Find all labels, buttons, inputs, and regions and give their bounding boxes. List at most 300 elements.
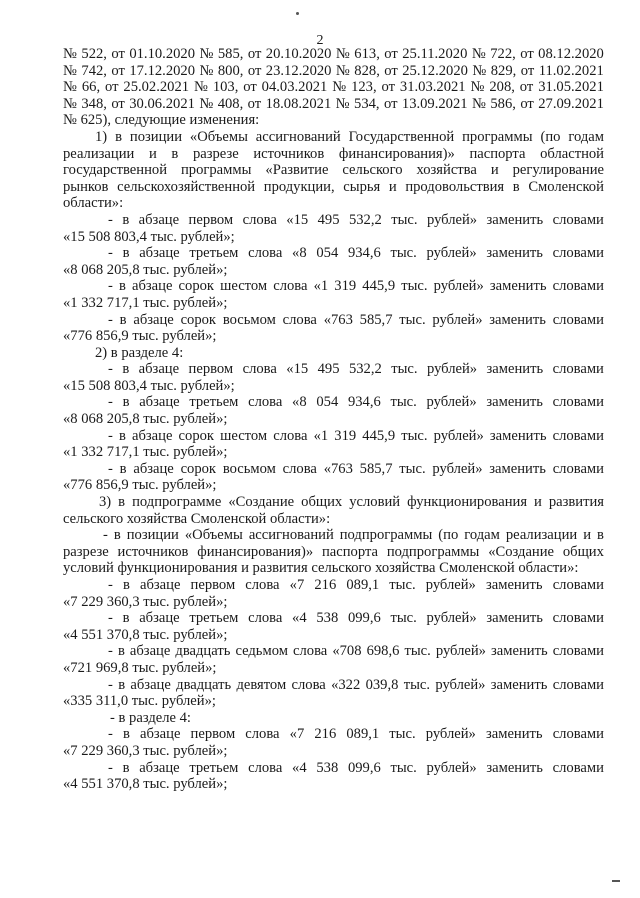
word: № — [335, 95, 350, 112]
word: словами — [552, 726, 604, 743]
word: 319 — [334, 427, 357, 444]
word: финансирования)» — [197, 543, 314, 560]
word: «Создание — [228, 494, 295, 511]
text-line: «4 551 370,8 тыс. рублей»; — [63, 776, 228, 793]
word: реализации — [63, 145, 135, 162]
word: 25.12.2020 — [402, 62, 468, 79]
text-line: «721 969,8 тыс. рублей»; — [63, 659, 217, 676]
word: «4 — [292, 759, 307, 776]
word: общих — [562, 543, 604, 560]
word: первом — [188, 211, 234, 228]
word: 532,2 — [348, 361, 382, 378]
text-line — [63, 461, 604, 478]
word: 534, — [354, 95, 380, 112]
word: - — [108, 211, 113, 228]
word: сорок — [180, 460, 217, 477]
word: условий — [349, 494, 401, 511]
text-line — [63, 577, 604, 594]
word: словами — [552, 245, 604, 262]
word: сорок — [178, 278, 215, 295]
word: № — [63, 62, 77, 79]
word: словами — [552, 759, 604, 776]
scan-speck — [296, 12, 299, 15]
word: и — [534, 494, 542, 511]
text-line — [63, 179, 604, 196]
word: годам — [464, 527, 500, 544]
text-line: - в разделе 4: — [110, 709, 191, 726]
word: рублей» — [426, 610, 477, 627]
word: абзаце — [138, 361, 180, 378]
word: 586, — [490, 95, 516, 112]
word: словами — [552, 577, 604, 593]
word: № — [63, 79, 77, 96]
word: № — [471, 46, 486, 62]
word: рублей» — [426, 361, 478, 378]
word: 27.09.2021 — [538, 95, 604, 112]
word: 31.05.2021 — [538, 79, 604, 96]
word: от — [105, 79, 119, 96]
text-line — [63, 527, 604, 544]
word: словами — [552, 394, 604, 411]
word: 039,8 — [365, 676, 399, 693]
word: в — [171, 145, 179, 162]
word: и — [388, 178, 397, 195]
word: и — [148, 145, 157, 162]
word: 613, — [354, 46, 380, 62]
word: третьем — [189, 394, 239, 411]
text-line: «4 551 370,8 тыс. рублей»; — [63, 626, 228, 643]
word: 01.10.2020 — [129, 46, 195, 62]
word: словами — [552, 610, 604, 627]
word: девятом — [236, 676, 287, 693]
word: слова — [291, 676, 326, 693]
word: 66, — [81, 79, 101, 96]
word: от — [383, 95, 398, 112]
word: рублей» — [426, 759, 477, 776]
word: 20.10.2020 — [265, 46, 332, 62]
word: финансирования)» — [338, 145, 455, 162]
word: 216 — [314, 577, 337, 593]
word: 054 — [316, 394, 339, 411]
word: от — [381, 79, 396, 96]
word: тыс. — [401, 427, 428, 444]
word: слова — [242, 361, 277, 378]
word: шестом — [220, 278, 268, 295]
word: «Объемы — [184, 527, 243, 544]
word: 13.09.2021 — [401, 95, 468, 112]
text-line — [63, 212, 604, 229]
text-line: № 625), следующие изменения: — [63, 112, 260, 129]
word: от — [384, 62, 398, 79]
word: шестом — [220, 427, 268, 444]
word: заменить — [489, 278, 547, 295]
word: 1) — [95, 128, 108, 145]
word: продовольствия — [405, 178, 505, 195]
word: паспорта — [321, 543, 378, 560]
word: первом — [190, 726, 236, 743]
word: двадцать — [176, 676, 232, 693]
word: заменить — [485, 577, 543, 593]
word: тыс. — [389, 726, 416, 743]
word: слова — [248, 759, 283, 776]
word: 538 — [316, 610, 339, 627]
word: словами — [552, 643, 604, 660]
word: 828, — [354, 62, 380, 79]
word: № — [332, 79, 347, 96]
word: заменить — [490, 676, 548, 693]
word: «708 — [332, 643, 362, 660]
word: № — [199, 46, 214, 62]
word: - — [108, 311, 113, 328]
text-line — [63, 544, 604, 561]
word: источников — [117, 543, 189, 560]
word: «15 — [286, 361, 309, 378]
word: слова — [245, 726, 280, 743]
text-line — [63, 278, 604, 295]
word: абзаце — [132, 427, 173, 444]
word: 099,6 — [347, 759, 381, 776]
word: тыс. — [391, 361, 418, 378]
word: «1 — [313, 278, 329, 295]
word: 934,6 — [347, 245, 381, 262]
word: - — [108, 361, 113, 378]
word: 445,9 — [362, 427, 396, 444]
text-line: «7 229 360,3 тыс. рублей»; — [63, 593, 228, 610]
word: абзаце — [129, 643, 171, 660]
word: рублей» — [432, 311, 483, 328]
word: третьем — [189, 245, 239, 262]
word: от — [520, 62, 535, 79]
word: 25.11.2020 — [402, 46, 468, 62]
word: 585, — [217, 46, 244, 62]
word: 495 — [317, 211, 340, 228]
word: слова — [248, 394, 283, 411]
text-line — [63, 312, 604, 329]
word: 495 — [317, 361, 340, 378]
word: от — [247, 62, 262, 79]
word: 11.02.2021 — [538, 62, 604, 79]
word: заменить — [486, 394, 543, 411]
word: ассигнований — [255, 128, 341, 145]
word: № — [199, 95, 214, 112]
word: № — [63, 46, 77, 62]
word: № — [193, 79, 208, 96]
scan-speck — [612, 880, 620, 882]
word: 099,6 — [347, 610, 381, 627]
word: тыс. — [389, 577, 416, 593]
word: абзаце — [133, 460, 174, 477]
word: рублей» — [435, 643, 486, 660]
word: - — [108, 759, 113, 776]
word: тыс. — [404, 643, 431, 660]
word: в — [119, 460, 127, 477]
word: от — [384, 46, 398, 62]
text-line: условий функционирования и развития сельского хозяйства Смоленской области»: — [63, 560, 579, 577]
text-line — [63, 760, 604, 777]
word: тыс. — [390, 245, 417, 262]
word: программы — [462, 128, 533, 145]
word: слова — [248, 610, 283, 627]
word: в — [113, 527, 121, 544]
word: абзаце — [139, 759, 180, 776]
word: «15 — [286, 211, 309, 228]
word: абзаце — [133, 311, 174, 328]
word: 445,9 — [362, 278, 396, 295]
word: тыс. — [390, 610, 417, 627]
word: - — [108, 394, 113, 411]
word: абзаце — [132, 278, 173, 295]
word: абзаце — [138, 211, 180, 228]
word: позиции — [126, 527, 179, 544]
word: разрезе — [192, 145, 239, 162]
word: 17.12.2020 — [129, 62, 195, 79]
word: подпрограммы — [386, 543, 480, 560]
word: слова — [282, 460, 317, 477]
word: рублей» — [425, 726, 476, 743]
word: в — [118, 278, 126, 295]
word: 538 — [316, 759, 339, 776]
word: 123, — [351, 79, 377, 96]
word: № — [472, 62, 487, 79]
word: абзаце — [140, 577, 181, 593]
word: тыс. — [390, 759, 417, 776]
word: словами — [552, 278, 604, 295]
word: слова — [245, 577, 280, 593]
word: № — [335, 46, 350, 62]
document-body — [63, 46, 604, 793]
text-line — [63, 245, 604, 262]
word: в — [117, 643, 125, 660]
word: и — [583, 527, 591, 544]
word: - — [108, 278, 113, 295]
word: 3) — [99, 494, 112, 511]
word: 208, — [489, 79, 515, 96]
word: восьмом — [222, 460, 276, 477]
word: в — [122, 577, 130, 593]
word: рынков — [63, 178, 109, 195]
word: позиции — [129, 128, 183, 145]
word: от — [520, 95, 534, 112]
word: годам — [568, 128, 604, 145]
word: общих — [301, 494, 343, 511]
word: «Объемы — [189, 128, 248, 145]
word: 522, — [81, 46, 107, 62]
word: - — [108, 610, 113, 627]
word: слова — [248, 245, 283, 262]
word: заменить — [486, 245, 543, 262]
text-line — [63, 677, 604, 694]
word: сорок — [178, 427, 215, 444]
text-line — [63, 146, 604, 163]
word: - — [108, 427, 113, 444]
text-line — [63, 610, 604, 627]
word: программы — [180, 162, 252, 179]
word: 054 — [316, 245, 339, 262]
word: - — [103, 527, 108, 544]
text-line: «1 332 717,1 тыс. рублей»; — [63, 294, 228, 311]
word: от — [247, 46, 262, 62]
text-line — [63, 494, 604, 511]
text-line: «335 311,0 тыс. рублей»; — [63, 693, 216, 710]
word: 585,7 — [359, 460, 393, 477]
word: продукции, — [263, 178, 335, 195]
word: от — [247, 95, 262, 112]
word: в — [122, 361, 130, 378]
word: абзаце — [130, 676, 171, 693]
word: № — [63, 95, 77, 112]
word: в — [118, 427, 126, 444]
word: в — [118, 676, 126, 693]
word: заменить — [486, 211, 544, 228]
word: паспорта — [469, 145, 526, 162]
word: от — [111, 62, 125, 79]
word: рублей» — [426, 394, 477, 411]
word: 089,1 — [346, 726, 380, 743]
word: 319 — [334, 278, 357, 295]
word: восьмом — [222, 311, 276, 328]
word: заменить — [489, 427, 547, 444]
word: от — [111, 46, 125, 62]
word: 04.03.2021 — [261, 79, 328, 96]
word: «763 — [323, 311, 353, 328]
word: 698,6 — [366, 643, 400, 660]
word: 934,6 — [347, 394, 381, 411]
word: сырья — [343, 178, 381, 195]
word: слова — [273, 278, 308, 295]
word: словами — [552, 676, 604, 693]
word: рублей» — [433, 278, 484, 295]
word: в — [122, 726, 130, 743]
word: тыс. — [399, 311, 426, 328]
text-line — [63, 63, 604, 80]
word: рублей» — [433, 427, 484, 444]
word: словами — [552, 361, 604, 378]
word: рублей» — [426, 211, 478, 228]
word: заменить — [486, 759, 543, 776]
word: слова — [273, 427, 308, 444]
word: слова — [282, 311, 317, 328]
text-line: «776 856,9 тыс. рублей»; — [63, 477, 217, 494]
word: сельского — [342, 162, 403, 179]
word: в — [118, 494, 126, 511]
word: слова — [293, 643, 328, 660]
text-line — [63, 162, 604, 179]
word: заменить — [486, 361, 544, 378]
word: «763 — [323, 460, 353, 477]
word: словами — [552, 211, 604, 228]
word: заменить — [489, 311, 546, 328]
word: 742, — [81, 62, 107, 79]
word: развития — [548, 494, 604, 511]
word: 408, — [217, 95, 244, 112]
word: первом — [188, 361, 234, 378]
word: в — [122, 394, 130, 411]
word: разрезе — [63, 543, 109, 560]
word: словами — [552, 427, 604, 444]
word: и — [490, 162, 499, 179]
word: ассигнований — [248, 527, 334, 544]
text-line: «776 856,9 тыс. рублей»; — [63, 328, 217, 345]
word: словами — [552, 460, 604, 477]
word: в — [119, 311, 127, 328]
word: слова — [242, 211, 277, 228]
word: рублей» — [435, 676, 486, 693]
word: - — [108, 643, 113, 660]
word: сельскохозяйственной — [117, 178, 256, 195]
text-line — [63, 129, 604, 146]
word: № — [335, 62, 350, 79]
word: сорок — [180, 311, 217, 328]
word: 18.08.2021 — [265, 95, 332, 112]
word: рублей» — [432, 460, 483, 477]
word: третьем — [189, 610, 239, 627]
word: 800, — [217, 62, 244, 79]
word: тыс. — [403, 676, 431, 693]
word: рублей» — [426, 245, 477, 262]
word: - — [108, 577, 113, 593]
word: от — [520, 46, 534, 62]
text-line: «8 068 205,8 тыс. рублей»; — [63, 411, 228, 428]
word: «8 — [292, 245, 307, 262]
word: 829, — [490, 62, 517, 79]
word: первом — [190, 577, 236, 593]
text-line: «7 229 360,3 тыс. рублей»; — [63, 742, 228, 759]
word: хозяйства — [416, 162, 477, 179]
word: «4 — [292, 610, 307, 627]
word: «7 — [289, 577, 305, 593]
word: 348, — [81, 95, 107, 112]
text-line: «1 332 717,1 тыс. рублей»; — [63, 444, 228, 461]
text-line: «15 508 803,4 тыс. рублей»; — [63, 228, 235, 245]
word: в — [122, 245, 130, 262]
word: абзаце — [139, 610, 180, 627]
word: «Развитие — [265, 162, 329, 179]
word: абзаце — [140, 726, 181, 743]
word: тыс. — [391, 211, 418, 228]
word: тыс. — [401, 278, 428, 295]
word: «7 — [289, 726, 305, 743]
word: в — [122, 610, 130, 627]
word: № — [471, 95, 486, 112]
word: источников — [253, 145, 325, 162]
word: 31.03.2021 — [399, 79, 466, 96]
word: № — [470, 79, 485, 96]
word: 25.02.2021 — [123, 79, 190, 96]
text-line: «15 508 803,4 тыс. рублей»; — [63, 377, 235, 394]
word: 089,1 — [346, 577, 380, 593]
word: седьмом — [235, 643, 288, 660]
word: «322 — [331, 676, 361, 693]
word: заменить — [489, 460, 546, 477]
word: заменить — [491, 643, 548, 660]
word: заменить — [486, 610, 543, 627]
word: словами — [552, 311, 604, 328]
text-line — [63, 428, 604, 445]
word: 23.12.2020 — [265, 62, 332, 79]
text-line: сельского хозяйства Смоленской области»: — [63, 510, 331, 527]
word: - — [108, 676, 113, 693]
word: в — [512, 178, 520, 195]
text-line — [63, 726, 604, 743]
word: абзаце — [139, 245, 180, 262]
word: тыс. — [390, 394, 417, 411]
word: (по — [438, 527, 459, 544]
word: 585,7 — [359, 311, 393, 328]
text-line: области»: — [63, 195, 124, 212]
word: в — [122, 211, 130, 228]
word: областной — [540, 145, 604, 162]
word: государственной — [63, 162, 168, 179]
